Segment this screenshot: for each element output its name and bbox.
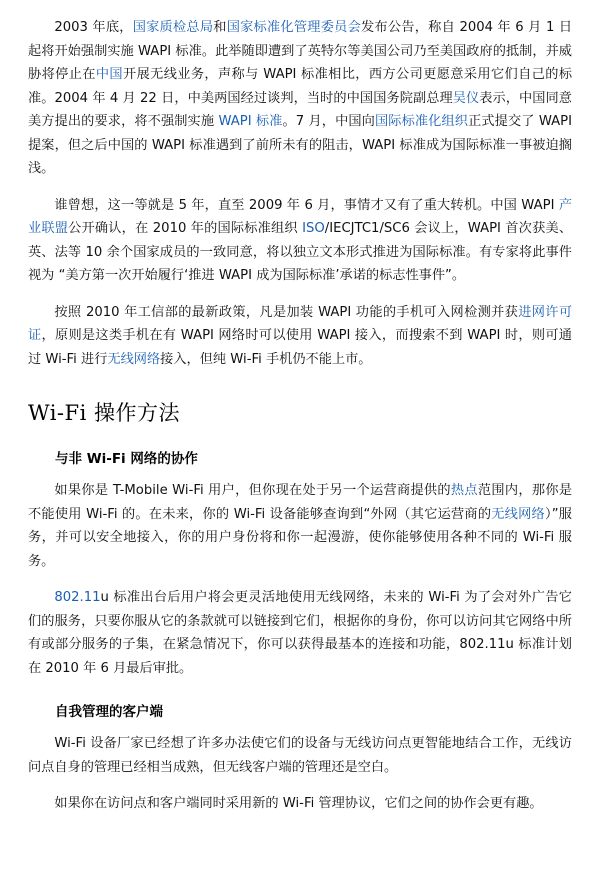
inline-link[interactable]: 中国: [95, 67, 123, 82]
inline-link[interactable]: 国家标准化管理委员会: [226, 20, 361, 35]
inline-link[interactable]: 吴仪: [452, 90, 480, 106]
text-run: 正式提交了 WAPI 提案，但之后中国的 WAPI 标准遇到了前所未有的阻击，WAPI 标准成为国际标准一事被迫搁浅。: [28, 114, 573, 176]
subheading-self-managed-client: 自我管理的客户端: [55, 704, 163, 720]
text-run: 公开确认，在 2010 年的国际标准组织: [68, 221, 303, 236]
inline-link[interactable]: 热点: [450, 483, 478, 498]
inline-link[interactable]: 进网许可证: [28, 304, 573, 343]
paragraph-wapi-history: [28, 16, 572, 181]
inline-link[interactable]: 无线网络: [107, 351, 161, 367]
text-run: 如果你是 T-Mobile Wi-Fi 用户，但你现在处于另一个运营商提供的: [54, 483, 451, 498]
paragraph-wifi-management-protocol: [28, 792, 572, 816]
section-heading-wifi-operation: Wi-Fi 操作方法: [28, 401, 180, 425]
text-run: 表示，中国同意美方提出的要求，将不强制实施: [28, 90, 572, 129]
text-run: 接入，但纯 Wi-Fi 手机仍不能上市。: [160, 351, 372, 367]
paragraph-wapi-policy-2010: [28, 301, 572, 372]
inline-link[interactable]: 国家质检总局: [132, 20, 214, 35]
text-run: 发布公告，称自 2004 年 6 月 1 日起将开始强制实施 WAPI 标准。此举随即遭到了英特尔等美国公司乃至美国政府的抵制，并威胁将停止在: [28, 20, 573, 82]
text-run: 2003 年底，: [54, 20, 133, 35]
text-run: u 标准出台后用户将会更灵活地使用无线网络，未来的 Wi-Fi 为了会对外广告它们的服务，只要你服从它的条款就可以链接到它们，根据你的身份，你可以访问其它网络中所有或部分服务的子集，在紧急情况下，你可以获得最基本的连接和功能，802.11u 标准计划在 2010 年 6 月最后审批。: [28, 590, 572, 676]
text-run: ）”服务，并可以安全地接入，你的用户身份将和你一起漫游，使你能够使用各种不同的 Wi-Fi 服务。: [28, 506, 572, 569]
paragraph-tmobile-roaming: [28, 479, 572, 573]
text-run: ，原则是这类手机在有 WAPI 网络时可以使用 WAPI 接入，而搜索不到 WAPI 时，则可通过 Wi-Fi 进行: [28, 328, 572, 367]
text-run: 开展无线业务，声称与 WAPI 标准相比，西方公司更愿意采用它们自己的标准。2004 年 4 月 22 日，中美两国经过谈判，当时的中国国务院副总理: [28, 67, 573, 106]
inline-link[interactable]: WAPI 标准: [218, 114, 283, 129]
paragraph-80211u: [28, 586, 572, 680]
text-run: 谁曾想，这一等就是 5 年，直至 2009 年 6 月，事情才又有了重大转机。中国 WAPI: [54, 197, 559, 213]
text-run: 范围内，那你是不能使用 Wi-Fi 的。在未来，你的 Wi-Fi 设备能够查询到“外网（其它运营商的: [28, 483, 573, 522]
paragraph-wapi-turnaround: [28, 194, 572, 288]
inline-link[interactable]: 产业联盟: [28, 197, 572, 236]
inline-link[interactable]: 802.11: [54, 590, 101, 605]
text-run: 按照 2010 年工信部的最新政策，凡是加装 WAPI 功能的手机可入网检测并获: [54, 304, 519, 320]
document-content: [28, 16, 572, 816]
inline-link[interactable]: ISO: [302, 221, 325, 236]
inline-link[interactable]: 国际标准化组织: [374, 114, 469, 129]
subheading-non-wifi-cooperation: 与非 Wi-Fi 网络的协作: [55, 451, 198, 467]
text-run: 和: [213, 20, 227, 35]
text-run: 如果你在访问点和客户端同时采用新的 Wi-Fi 管理协议，它们之间的协作会更有趣。: [54, 796, 543, 811]
text-run: Wi-Fi 设备厂家已经想了许多办法使它们的设备与无线访问点更智能地结合工作，无线访问点自身的管理已经相当成熟，但无线客户端的管理还是空白。: [28, 736, 572, 775]
text-run: 。7 月，中国向: [282, 114, 375, 129]
text-run: /IECJTC1/SC6 会议上，WAPI 首次获美、英、法等 10 余个国家成员的一致同意，将以独立文本形式推进为国际标准。有专家将此事件视为 “美方第一次开始履行‘推进 WAPI 成为国际标准’承诺的标志性事件”。: [28, 221, 573, 283]
paragraph-vendor-integration: [28, 732, 572, 779]
inline-link[interactable]: 无线网络: [491, 506, 545, 522]
